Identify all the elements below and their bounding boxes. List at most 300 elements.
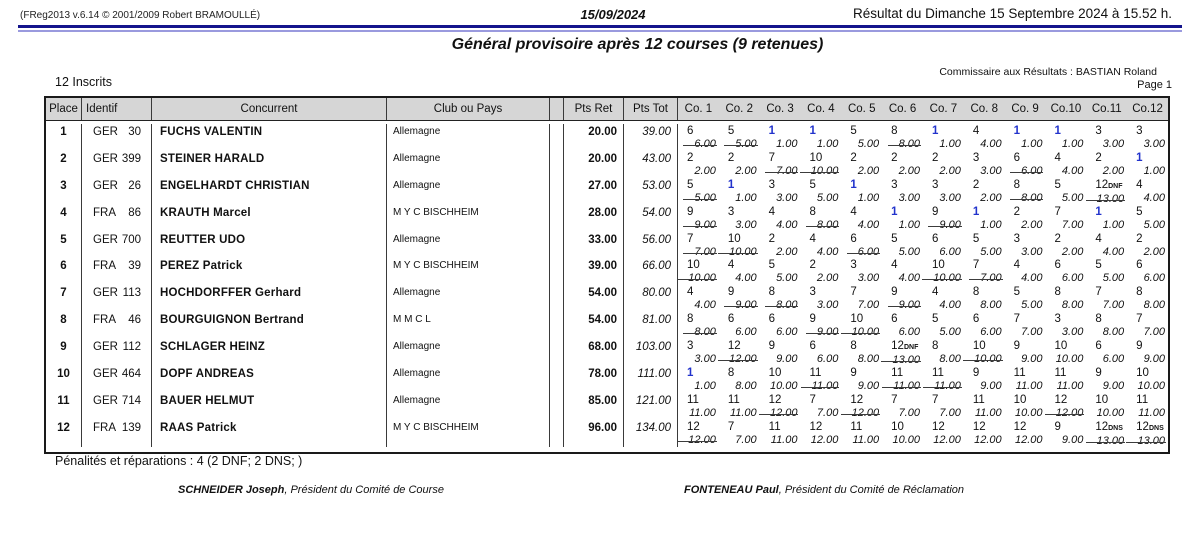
race-place: 12 bbox=[972, 420, 986, 433]
race-points: 3.00 bbox=[898, 191, 920, 204]
race-result bbox=[760, 366, 801, 393]
race-points: 6.00 bbox=[898, 326, 920, 339]
race-result bbox=[923, 232, 964, 259]
race-points: 5.00 bbox=[939, 326, 961, 339]
race-result bbox=[1045, 312, 1086, 339]
race-points: 11.00 bbox=[852, 433, 880, 446]
race-place: 11 bbox=[768, 420, 781, 433]
race-result bbox=[1045, 178, 1086, 206]
race-place: 3 bbox=[891, 178, 898, 191]
race-col-header: Co. 7 bbox=[929, 103, 958, 115]
race-points: 4.00 bbox=[939, 299, 961, 312]
race-points: 8.00 bbox=[857, 353, 880, 366]
race-points: 4.00 bbox=[735, 272, 757, 285]
race-points: 3.00 bbox=[1102, 138, 1125, 150]
result-datetime-label: Résultat du Dimanche 15 Septembre 2024 à 15.52 h. bbox=[853, 6, 1172, 21]
race-result bbox=[882, 285, 923, 312]
race-points: 9.00 bbox=[898, 299, 920, 312]
row-spacer bbox=[550, 151, 564, 178]
race-result bbox=[760, 420, 801, 448]
signature-course-committee bbox=[178, 484, 444, 496]
race-result bbox=[1127, 339, 1168, 367]
table-row bbox=[46, 366, 1168, 393]
race-place: 12DNS bbox=[1095, 420, 1123, 433]
race-points: 7.00 bbox=[1061, 218, 1084, 231]
race-points: 2.00 bbox=[816, 272, 839, 285]
row-races bbox=[678, 232, 1168, 259]
race-result bbox=[1127, 312, 1168, 339]
race-points: 1.00 bbox=[898, 218, 920, 231]
col-header-pts-ret: Pts Ret bbox=[564, 98, 624, 120]
row-races bbox=[678, 151, 1168, 178]
race-result bbox=[1086, 232, 1127, 259]
race-points: 7.00 bbox=[980, 272, 1002, 285]
race-points: 10.00 bbox=[810, 164, 839, 177]
race-place: 10 bbox=[687, 259, 700, 272]
race-result bbox=[1127, 151, 1168, 178]
race-points: 3.00 bbox=[735, 218, 757, 231]
race-place: 10 bbox=[891, 420, 904, 433]
row-identif bbox=[82, 232, 152, 259]
race-points: 12.00 bbox=[729, 353, 757, 366]
col-header-races bbox=[678, 98, 1168, 120]
race-result bbox=[1045, 393, 1086, 420]
race-points: 3.00 bbox=[857, 272, 880, 285]
race-result bbox=[1045, 339, 1086, 367]
race-place: 6 bbox=[1054, 259, 1061, 272]
race-result bbox=[1005, 258, 1046, 285]
row-identif bbox=[82, 205, 152, 232]
race-points: 1.00 bbox=[816, 138, 839, 150]
race-place: 6 bbox=[891, 313, 898, 326]
race-result bbox=[760, 312, 801, 339]
race-points: 4.00 bbox=[776, 218, 798, 231]
race-result bbox=[1086, 393, 1127, 420]
race-result bbox=[882, 258, 923, 285]
race-place: 4 bbox=[1095, 232, 1102, 245]
race-place: 7 bbox=[727, 420, 735, 433]
race-points: 1.00 bbox=[939, 138, 961, 150]
race-points: 1.00 bbox=[1061, 138, 1084, 150]
race-result bbox=[964, 339, 1005, 367]
race-col-header: Co.11 bbox=[1091, 103, 1122, 115]
race-result bbox=[678, 205, 719, 232]
race-result bbox=[1086, 420, 1127, 448]
row-club: Allemagne bbox=[387, 232, 550, 259]
race-points: 4.00 bbox=[1061, 164, 1084, 177]
col-header-identif: Identif bbox=[82, 98, 152, 120]
row-identif bbox=[82, 420, 152, 447]
row-sail-number: 139 bbox=[121, 421, 141, 434]
race-result bbox=[1086, 124, 1127, 151]
race-result bbox=[964, 178, 1005, 206]
row-spacer bbox=[550, 285, 564, 312]
row-pts-ret: 27.00 bbox=[564, 178, 624, 205]
race-points: 6.00 bbox=[980, 326, 1002, 339]
row-competitor-name: ENGELHARDT CHRISTIAN bbox=[152, 178, 387, 205]
race-points: 9.00 bbox=[694, 218, 716, 231]
row-spacer bbox=[550, 420, 564, 447]
race-place: 3 bbox=[1054, 313, 1061, 326]
race-points: 2.00 bbox=[857, 164, 880, 177]
race-place: 12 bbox=[931, 420, 945, 433]
row-place: 4 bbox=[46, 205, 82, 232]
race-place: 8 bbox=[1054, 286, 1061, 299]
race-place: 10 bbox=[809, 151, 823, 164]
race-result bbox=[1005, 285, 1046, 312]
race-col-header: Co. 2 bbox=[725, 103, 753, 115]
race-place: 11 bbox=[1013, 367, 1026, 380]
race-place: 11 bbox=[1136, 393, 1149, 406]
race-points: 2.00 bbox=[735, 164, 757, 177]
row-club: M Y C BISCHHEIM bbox=[387, 205, 550, 232]
race-points: 8.00 bbox=[1061, 299, 1084, 312]
race-place: 10 bbox=[931, 259, 945, 272]
race-points: 4.00 bbox=[694, 299, 716, 312]
race-points: 7.00 bbox=[776, 164, 798, 177]
race-place: 9 bbox=[1136, 340, 1143, 353]
race-place: 8 bbox=[768, 286, 776, 299]
row-competitor-name: DOPF ANDREAS bbox=[152, 366, 387, 393]
race-result bbox=[1005, 339, 1046, 367]
race-result bbox=[1045, 151, 1086, 178]
race-place: 8 bbox=[972, 286, 980, 299]
race-place: 8 bbox=[850, 340, 857, 353]
race-place: 5 bbox=[931, 313, 939, 326]
race-points: 10.00 bbox=[974, 353, 1002, 366]
race-points: 12.00 bbox=[810, 433, 839, 446]
race-place: 9 bbox=[809, 313, 816, 326]
race-result bbox=[760, 151, 801, 178]
row-pts-ret: 96.00 bbox=[564, 420, 624, 447]
race-result bbox=[841, 124, 882, 151]
race-place: 4 bbox=[687, 286, 694, 299]
race-result bbox=[719, 232, 760, 259]
race-place: 7 bbox=[1095, 286, 1102, 299]
row-nation: FRA bbox=[93, 260, 116, 273]
race-result bbox=[800, 151, 841, 178]
race-points: 8.00 bbox=[694, 326, 716, 339]
race-place: 11 bbox=[891, 367, 904, 380]
race-points: 6.00 bbox=[776, 326, 798, 339]
race-points: 5.00 bbox=[857, 138, 880, 150]
race-place: 2 bbox=[1136, 232, 1143, 245]
race-points: 11.00 bbox=[974, 406, 1002, 419]
row-sail-number: 700 bbox=[121, 233, 141, 246]
race-points: 1.00 bbox=[857, 191, 880, 204]
race-result bbox=[678, 393, 719, 420]
row-club: Allemagne bbox=[387, 366, 550, 393]
race-place: 12 bbox=[687, 420, 700, 433]
row-spacer bbox=[550, 339, 564, 366]
race-result bbox=[719, 420, 760, 448]
race-points: 9.00 bbox=[735, 299, 757, 312]
row-races bbox=[678, 285, 1168, 312]
race-place: 11 bbox=[727, 393, 740, 406]
row-races bbox=[678, 124, 1168, 151]
race-place: 4 bbox=[1136, 178, 1143, 191]
race-points: 5.00 bbox=[735, 138, 757, 150]
row-club: Allemagne bbox=[387, 151, 550, 178]
race-result bbox=[841, 232, 882, 259]
table-row bbox=[46, 420, 1168, 447]
row-pts-ret: 68.00 bbox=[564, 339, 624, 366]
row-place: 6 bbox=[46, 258, 82, 285]
race-points: 6.00 bbox=[816, 353, 839, 366]
row-pts-tot: 121.00 bbox=[624, 393, 678, 420]
row-club: Allemagne bbox=[387, 393, 550, 420]
race-place: 10 bbox=[768, 367, 782, 380]
race-result bbox=[800, 339, 841, 367]
race-place: 9 bbox=[727, 286, 735, 299]
race-place: 12 bbox=[727, 340, 741, 353]
table-row bbox=[46, 339, 1168, 366]
row-pts-tot: 56.00 bbox=[624, 232, 678, 259]
table-row bbox=[46, 205, 1168, 232]
page-number: Page 1 bbox=[1137, 79, 1172, 91]
race-place: 1 bbox=[727, 178, 735, 191]
race-place: 2 bbox=[727, 151, 735, 164]
race-place: 7 bbox=[972, 259, 980, 272]
row-competitor-name: RAAS Patrick bbox=[152, 420, 387, 447]
race-place: 2 bbox=[687, 151, 694, 164]
race-result bbox=[1005, 232, 1046, 259]
race-result bbox=[1005, 124, 1046, 151]
row-pts-tot: 43.00 bbox=[624, 151, 678, 178]
race-place: 11 bbox=[687, 393, 699, 406]
row-pts-ret: 78.00 bbox=[564, 366, 624, 393]
race-result bbox=[800, 393, 841, 420]
table-row bbox=[46, 151, 1168, 178]
row-sail-number: 399 bbox=[121, 152, 141, 165]
row-pts-tot: 103.00 bbox=[624, 339, 678, 366]
race-result bbox=[1005, 420, 1046, 448]
row-races bbox=[678, 205, 1168, 232]
race-result bbox=[678, 420, 719, 448]
race-place: 1 bbox=[891, 205, 898, 218]
race-points: 9.00 bbox=[1143, 353, 1165, 366]
col-header-pts-tot: Pts Tot bbox=[624, 98, 678, 120]
race-result bbox=[1127, 178, 1168, 206]
signature-protest-committee bbox=[684, 484, 964, 496]
row-races bbox=[678, 258, 1168, 285]
race-points: 10.00 bbox=[851, 326, 880, 339]
race-place: 2 bbox=[972, 178, 980, 191]
penalties-note: Pénalités et réparations : 4 (2 DNF; 2 DNS; ) bbox=[55, 454, 303, 468]
race-points: 7.00 bbox=[1102, 299, 1125, 312]
row-identif bbox=[82, 124, 152, 151]
header-divider bbox=[18, 25, 1182, 32]
race-place: 9 bbox=[1013, 340, 1021, 353]
race-place: 8 bbox=[1136, 286, 1143, 299]
race-points: 2.00 bbox=[980, 191, 1002, 204]
race-col-header: Co. 5 bbox=[847, 103, 876, 115]
race-place: 12 bbox=[809, 420, 823, 433]
race-result bbox=[719, 366, 760, 393]
row-sail-number: 39 bbox=[128, 260, 141, 273]
race-status-code: DNF bbox=[1108, 182, 1123, 190]
race-result bbox=[1045, 285, 1086, 312]
race-place: 4 bbox=[1054, 151, 1061, 164]
race-result bbox=[760, 258, 801, 285]
race-points: 3.00 bbox=[980, 164, 1002, 177]
row-pts-tot: 66.00 bbox=[624, 258, 678, 285]
race-result bbox=[882, 151, 923, 178]
row-identif bbox=[82, 393, 152, 420]
table-row bbox=[46, 124, 1168, 151]
race-place: 6 bbox=[1013, 151, 1021, 164]
row-spacer bbox=[550, 393, 564, 420]
col-header-concurrent: Concurrent bbox=[152, 98, 387, 120]
race-result bbox=[719, 258, 760, 285]
row-nation: GER bbox=[93, 152, 118, 165]
race-place: 10 bbox=[850, 313, 864, 326]
race-points: 4.00 bbox=[1021, 272, 1043, 285]
race-place: 7 bbox=[809, 393, 816, 406]
race-result bbox=[1086, 366, 1127, 393]
race-place: 4 bbox=[850, 205, 857, 218]
row-spacer bbox=[550, 205, 564, 232]
race-place: 1 bbox=[687, 367, 694, 380]
race-result bbox=[760, 285, 801, 312]
race-result bbox=[1086, 258, 1127, 285]
race-place: 7 bbox=[931, 393, 939, 406]
race-points: 4.00 bbox=[816, 245, 839, 258]
race-result bbox=[923, 178, 964, 206]
race-points: 12.00 bbox=[851, 406, 880, 419]
table-row bbox=[46, 232, 1168, 259]
race-points: 12.00 bbox=[974, 433, 1002, 446]
race-place: 8 bbox=[891, 125, 898, 137]
race-points: 11.00 bbox=[934, 380, 961, 393]
table-row bbox=[46, 258, 1168, 285]
row-sail-number: 464 bbox=[121, 368, 141, 381]
race-points: 7.00 bbox=[898, 406, 920, 419]
race-result bbox=[923, 339, 964, 367]
race-result bbox=[841, 151, 882, 178]
race-points: 13.00 bbox=[1096, 434, 1125, 447]
race-points: 8.00 bbox=[980, 299, 1002, 312]
race-result bbox=[923, 258, 964, 285]
race-result bbox=[923, 420, 964, 448]
row-competitor-name: FUCHS VALENTIN bbox=[152, 124, 387, 151]
race-result bbox=[1005, 178, 1046, 206]
race-result bbox=[678, 366, 719, 393]
race-points: 8.00 bbox=[776, 299, 798, 312]
race-place: 5 bbox=[1095, 259, 1102, 272]
row-competitor-name: BAUER HELMUT bbox=[152, 393, 387, 420]
race-result bbox=[882, 205, 923, 232]
race-place: 6 bbox=[972, 313, 980, 326]
race-result bbox=[1086, 151, 1127, 178]
race-place: 3 bbox=[768, 178, 776, 191]
race-points: 10.00 bbox=[1014, 406, 1043, 419]
race-place: 7 bbox=[891, 393, 898, 406]
race-result bbox=[841, 366, 882, 393]
row-identif bbox=[82, 339, 152, 366]
race-result bbox=[719, 312, 760, 339]
race-place: 3 bbox=[972, 151, 980, 164]
race-points: 5.00 bbox=[1021, 299, 1043, 312]
race-place: 9 bbox=[1095, 367, 1102, 380]
race-col-header: Co.10 bbox=[1050, 103, 1082, 115]
race-place: 4 bbox=[809, 232, 816, 245]
page-title: Général provisoire après 12 courses (9 retenues) bbox=[451, 36, 824, 53]
row-nation: GER bbox=[93, 368, 118, 381]
race-result bbox=[760, 339, 801, 367]
row-place: 5 bbox=[46, 232, 82, 259]
race-place: 1 bbox=[931, 125, 939, 137]
race-points: 8.00 bbox=[1102, 326, 1125, 339]
race-result bbox=[800, 312, 841, 339]
race-points: 1.00 bbox=[735, 191, 757, 204]
row-sail-number: 46 bbox=[128, 314, 141, 327]
row-identif bbox=[82, 258, 152, 285]
race-result bbox=[1045, 366, 1086, 393]
col-header-club: Club ou Pays bbox=[387, 98, 550, 120]
race-points: 5.00 bbox=[816, 191, 839, 204]
race-result bbox=[964, 312, 1005, 339]
race-place: 12 bbox=[850, 393, 864, 406]
race-place: 4 bbox=[891, 259, 898, 272]
race-col-header: Co. 3 bbox=[766, 103, 794, 115]
race-result bbox=[719, 205, 760, 232]
row-identif bbox=[82, 312, 152, 339]
race-place: 9 bbox=[972, 367, 980, 380]
race-result bbox=[964, 285, 1005, 312]
race-result bbox=[1005, 151, 1046, 178]
race-points: 11.00 bbox=[1056, 380, 1084, 393]
race-result bbox=[719, 285, 760, 312]
race-result bbox=[841, 258, 882, 285]
race-place: 7 bbox=[1013, 313, 1021, 326]
race-result bbox=[760, 205, 801, 232]
race-place: 11 bbox=[809, 367, 822, 380]
table-header-row bbox=[46, 98, 1168, 121]
race-points: 7.00 bbox=[735, 433, 757, 446]
race-place: 4 bbox=[972, 125, 980, 137]
race-place: 2 bbox=[891, 151, 898, 164]
race-status-code: DNF bbox=[903, 344, 919, 352]
race-place: 7 bbox=[768, 151, 776, 164]
race-points: 13.00 bbox=[1137, 434, 1165, 447]
race-points: 5.00 bbox=[776, 272, 798, 285]
race-result bbox=[800, 366, 841, 393]
row-nation: FRA bbox=[93, 421, 116, 434]
race-points: 12.00 bbox=[1055, 406, 1084, 419]
race-points: 3.00 bbox=[776, 191, 798, 204]
race-col-header: Co. 8 bbox=[970, 103, 998, 115]
race-result bbox=[1045, 205, 1086, 232]
row-club: Allemagne bbox=[387, 285, 550, 312]
race-result bbox=[678, 178, 719, 206]
race-points: 10.00 bbox=[1137, 380, 1165, 393]
row-competitor-name: STEINER HARALD bbox=[152, 151, 387, 178]
row-place: 3 bbox=[46, 178, 82, 205]
race-points: 4.00 bbox=[980, 138, 1002, 150]
results-table bbox=[44, 96, 1170, 454]
race-points: 8.00 bbox=[898, 138, 920, 150]
row-nation: GER bbox=[93, 341, 118, 354]
race-result bbox=[719, 339, 760, 367]
race-place: 9 bbox=[768, 340, 776, 353]
signatory-name: SCHNEIDER Joseph bbox=[178, 484, 285, 496]
race-place: 7 bbox=[687, 232, 694, 245]
row-nation: GER bbox=[93, 179, 118, 192]
race-place: 12 bbox=[1054, 393, 1068, 406]
race-points: 6.00 bbox=[735, 326, 757, 339]
row-races bbox=[678, 393, 1168, 420]
